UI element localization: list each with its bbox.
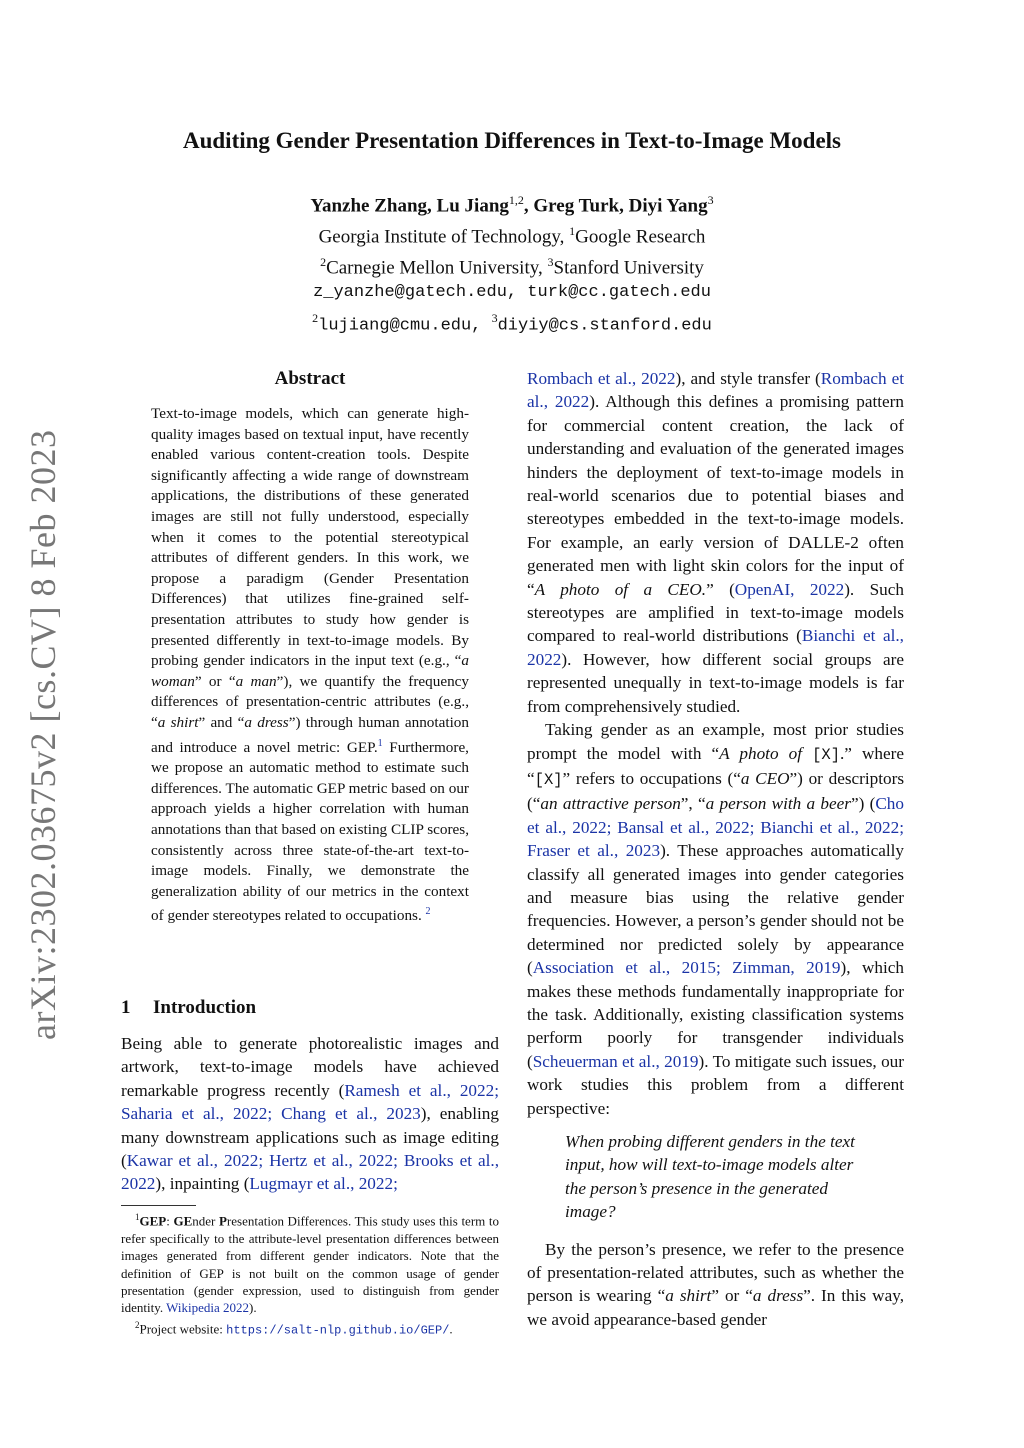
body-text: ), enabling many downstream applications such as image editing ( xyxy=(121,1104,499,1171)
body-text: Being able to generate photorealistic images and artwork, text-to-image models have achieved remarkable progress recently ( xyxy=(121,1034,499,1100)
affiliation-text: Stanford University xyxy=(553,256,704,278)
body-italic: a person with a beer xyxy=(705,794,851,814)
affiliation-marker: 2 xyxy=(312,310,319,325)
section-title: Introduction xyxy=(153,997,257,1018)
citation-link[interactable]: Rombach et al., 2022 xyxy=(527,369,676,388)
abstract-text: ”), we quantify the frequency differences of presentation-centric attributes (e.g., “ xyxy=(151,672,470,731)
code-text: [X] xyxy=(534,770,563,789)
code-text: [X] xyxy=(812,745,840,764)
body-italic: A photo of a CEO. xyxy=(534,579,707,599)
footnote-link-1[interactable]: 1 xyxy=(377,737,383,749)
citation-link[interactable]: Bianchi et al., 2022 xyxy=(527,626,904,669)
abstract-italic: a woman xyxy=(151,652,469,690)
body-text: ” or “ xyxy=(711,1286,753,1306)
body-text: ”) ( xyxy=(850,794,876,814)
paragraph-gender-example xyxy=(527,718,904,1120)
footnote-1 xyxy=(121,1209,499,1317)
abstract-text: ” and “ xyxy=(198,713,245,731)
affiliation-text: Carnegie Mellon University, xyxy=(326,256,548,278)
paragraph-continuation xyxy=(527,367,904,718)
body-text: ” ( xyxy=(706,579,735,599)
body-italic: a dress xyxy=(752,1286,804,1306)
email-line-1: z_yanzhe@gatech.edu, turk@cc.gatech.edu xyxy=(313,283,711,303)
affiliation-line-2 xyxy=(0,250,1024,281)
body-text: By the person’s presence, we refer to the presence of presentation-related attributes, such as whether the person is wearing “ xyxy=(527,1239,904,1306)
project-website-link[interactable]: https://salt-nlp.github.io/GEP/ xyxy=(226,1323,450,1338)
affiliation-marker: 3 xyxy=(547,254,554,269)
footnote-text: Project website: xyxy=(139,1321,227,1337)
footnote-2 xyxy=(121,1317,499,1340)
citation-link[interactable]: Lugmayr et al., 2022; xyxy=(249,1174,398,1194)
abstract-italic: a shirt xyxy=(157,713,199,731)
right-column xyxy=(527,367,904,1331)
citation-link[interactable]: Ramesh et al., 2022; Saharia et al., 2022; Chang et al., 2023 xyxy=(121,1080,499,1124)
body-text: ”. In this way, we avoid appearance-based gender xyxy=(527,1286,904,1329)
paper-title: Auditing Gender Presentation Differences in Text-to-Image Models xyxy=(182,128,841,153)
footnote-text: ). xyxy=(249,1300,257,1316)
citation-link[interactable]: Kawar et al., 2022; Hertz et al., 2022; Brooks et al., 2022 xyxy=(121,1151,499,1194)
research-question-quote: When probing different genders in the text input, how will text-to-image models alter the person’s presence in the generated image? xyxy=(565,1132,855,1222)
section-number: 1 xyxy=(121,997,131,1018)
affiliation-text: Google Research xyxy=(575,226,706,248)
body-italic: an attractive person xyxy=(540,794,681,814)
affiliation-marker: 2 xyxy=(320,254,327,269)
footnote-text: resentation Differences. This study uses this term to refer specifically to the attribute-level presentation differences between images generated from different gender indicators. Note that the definition of GEP is not built on the common usage of gender presentation (gender expression, used to distinguish from gender identity. xyxy=(121,1213,499,1316)
body-text: ” refers to occupations (“ xyxy=(562,768,741,788)
citation-link[interactable]: OpenAI, 2022 xyxy=(734,579,845,599)
right-column-body xyxy=(527,367,904,1331)
author-names-part-1: Yanzhe Zhang, Lu Jiang xyxy=(310,195,509,217)
author-block xyxy=(0,188,1024,339)
citation-link[interactable]: Cho et al., 2022; Bansal et al., 2022; Bianchi et al., 2022; Fraser et al., 2023 xyxy=(527,794,904,861)
abstract-text: Text-to-image models, which can generate high-quality images based on textual input, have recently enabled various content-creation tools. Despite significantly affecting a wide range of downstream applications, the distributions of these generated images are still not fully understood, especially when it comes to the potential stereotypical attributes of different genders. In this work, we propose a paradigm (Gender Presentation Differences) that utilizes fine-grained self-presentation attributes to study how gender is presented differently in text-to-image models. By probing gender indicators in the input text (e.g., “ xyxy=(151,405,469,670)
footnote-marker: 1 xyxy=(135,1212,140,1222)
abstract-text: ” or “ xyxy=(194,672,236,690)
paragraph-presence xyxy=(527,1238,904,1332)
body-text: Taking gender as an example, most prior studies prompt the model with “ xyxy=(527,720,904,763)
affiliation-line-1 xyxy=(0,219,1024,250)
footnote-divider xyxy=(121,1205,196,1206)
body-text: ”, “ xyxy=(680,794,706,814)
footnote-term: P xyxy=(218,1213,227,1229)
email-address: lujiang@cmu.edu, xyxy=(318,316,492,336)
body-text: ). These approaches automatically classify all generated images into gender categories and measure bias using the relative gender frequencies. However, a person’s gender should not be determined nor predicted solely by appearance ( xyxy=(527,841,905,978)
arxiv-identifier-stamp: arXiv:2302.03675v2 [cs.CV] 8 Feb 2023 xyxy=(23,429,63,1040)
citation-link[interactable]: Wikipedia 2022 xyxy=(166,1300,250,1316)
body-italic: a CEO xyxy=(740,768,790,788)
body-text: ), and style transfer ( xyxy=(675,369,821,388)
abstract-body xyxy=(151,404,469,927)
author-names-part-2: , Greg Turk, Diyi Yang xyxy=(523,195,708,217)
footnotes xyxy=(121,1209,499,1340)
abstract-italic: a man xyxy=(235,672,277,690)
email-address: diyiy@cs.stanford.edu xyxy=(497,316,712,336)
author-names xyxy=(0,188,1024,219)
introduction-paragraph xyxy=(121,1032,499,1196)
body-text: ). Such stereotypes are amplified in text-to-image models compared to real-world distributions ( xyxy=(527,579,904,646)
abstract-heading: Abstract xyxy=(274,368,346,389)
affiliation-marker: 3 xyxy=(707,193,714,207)
body-text: ), which makes these methods fundamentally inappropriate for the task. Additionally, existing classification systems perform poorly for transgender individuals ( xyxy=(527,958,904,1071)
citation-link[interactable]: Rombach et al., 2022 xyxy=(527,369,904,412)
body-text: ”) or descriptors (“ xyxy=(527,768,905,814)
abstract-text: ”) through human annotation and introduce a novel metric: GEP. xyxy=(151,713,469,756)
footnote-term: GE xyxy=(173,1213,193,1229)
footnote-text: : xyxy=(166,1213,174,1229)
citation-link[interactable]: Association et al., 2015; Zimman, 2019 xyxy=(532,958,841,978)
body-text: ). To mitigate such issues, our work studies this problem from a different perspective: xyxy=(527,1051,904,1118)
affiliation-text: Georgia Institute of Technology, xyxy=(318,226,570,248)
affiliation-marker: 3 xyxy=(491,310,498,325)
affiliation-marker: 1 xyxy=(569,223,576,238)
abstract-italic: a dress xyxy=(244,713,289,731)
affiliation-marker: 1,2 xyxy=(508,193,524,207)
citation-link[interactable]: Scheuerman et al., 2019 xyxy=(532,1051,699,1071)
footnote-link-2[interactable]: 2 xyxy=(425,906,431,918)
body-text: .” where “ xyxy=(527,743,904,788)
email-line-2 xyxy=(0,306,1024,339)
footnote-text: . xyxy=(449,1321,453,1337)
footnote-text: nder xyxy=(192,1213,219,1229)
section-heading-introduction xyxy=(121,996,256,1019)
abstract-text: Furthermore, we propose an automatic method to estimate such differences. The automatic GEP metric based on our approach yields a higher correlation with human annotations than that based on existing CLIP scores, consistently across three state-of-the-art text-to-image models. Finally, we demonstrate the generalization ability of our metrics in the context of gender stereotypes related to occupations. xyxy=(151,738,469,925)
body-text: ), inpainting ( xyxy=(155,1174,250,1194)
body-italic: a shirt xyxy=(665,1286,712,1306)
body-text: ). However, how different social groups are represented unequally in text-to-image models is far from comprehensively studied. xyxy=(527,649,904,716)
body-italic: A photo of xyxy=(719,743,813,763)
footnote-marker: 2 xyxy=(135,1319,140,1330)
body-text: ). Although this defines a promising pattern for commercial content creation, the lack of understanding and evaluation of the generated images hinders the deployment of text-to-image models in real-world scenarios due to potential biases and stereotypes embedded in the text-to-image models. For example, an early version of DALLE-2 often generated men with light skin colors for the input of “ xyxy=(527,392,904,599)
footnote-term: GEP xyxy=(139,1213,167,1229)
